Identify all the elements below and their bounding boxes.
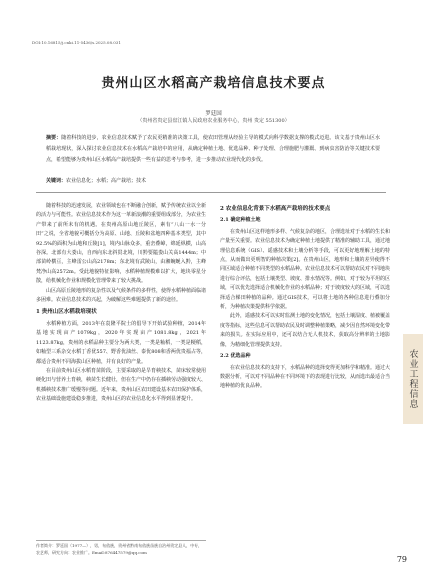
paragraph: 山区高原丘陵地形的复杂性以及气候条件的多样性，使得水稻种植面临诸多困难。农业信息技术的兴起，为破解这些难题提供了新的途径。 xyxy=(36,287,207,304)
abstract-label: 摘要： xyxy=(46,135,62,141)
keywords xyxy=(46,177,380,184)
header-divider xyxy=(36,192,386,193)
paragraph: 随着科技的迅速发展，农业领域也在不断融合创新，赋予传统农业以全新的活力与可能性。农业信息技术作为这一革新浪潮的重要组成部分，为农业生产带来了前所未有的机遇。在贵州高原山地丘陵区，素有“八山一水一分田”之说，全省地貌可概括分为高原、山地、丘陵和盆地四种基本类型，其中92.5%的面积为山地和丘陵[1]，境内山脉众多，重峦叠嶂，绵延纵横，山高谷深。北部有大娄山，自西向东北斜贯北境，川黔要隘娄山关高1444m；中部苗岭横亘，主峰雷公山高2178m；东北境有武陵山，由湘蜿蜒入黔，主峰梵净山高2572m。受此地貌特征影响，水稻种植规模难以扩大，地块零星分散，给机械化作业和规模化管理带来了较大挑战。 xyxy=(36,203,207,285)
article-title: 贵州山区水稻高产栽培信息技术要点 xyxy=(101,76,326,91)
abstract-text: 随着科技的进步，农业信息技术赋予了农民更精准的决策工具，使农田管理从经验主导的模式向科学数据支撑的模式迈进。该文基于贵州山区水稻栽培现状，深入探讨农业信息技术在水稻高产栽培中的应用，从确定种植土地、优选品种、种子处理、合理施肥与灌溉、到病虫害防治等关键技术要点，希望能够为贵州山区水稻高产栽培提供一些有益的思考与参考，进一步推动农业现代化的步伐。 xyxy=(46,135,380,163)
paragraph: 在贵州山区这样地形多样、气候复杂的地区，合理选址对于水稻的生长和产量至关重要。农业信息技术为确定种植土地提供了精准的辅助工具，通过地理信息系统（GIS）、遥感技术和土壤分析等手段，可以更好地理解土地的特点，从而做出更明智的种植决策[2]。在贵州山区，地形和土壤的差异使得不同区域适合种植不同类型的水稻品种。农业信息技术可以帮助农民对不同地块进行综合评估，包括土壤类型、坡度、排水情况等。例如，对于较为平坦的区域，可以优先选择适合机械化作业的水稻品种；对于坡度较大的区域，可以选择适合梯田种植的品种。通过GIS技术，可以将土地的各种信息进行叠加分析，为种植决策提供科学依据。 xyxy=(220,228,391,311)
doi-line: DOI:10.16815/j.cnki.11-5436/s.2025.08.031 xyxy=(32,40,121,45)
page-number: 79 xyxy=(396,555,407,564)
keywords-text: 农业信息化；水稻；高产栽培；技术 xyxy=(66,178,147,184)
side-tab-label: 农业工程信息 xyxy=(407,349,418,409)
right-column xyxy=(220,202,390,392)
left-column xyxy=(36,202,206,405)
paragraph: 在农业信息技术的支持下，水稻品种的选择变得更加科学和精准。通过大数据分析，可以对不同品种在不同环境下的表现进行比较，从而选出最适合当地种植的优良品种。 xyxy=(220,364,391,390)
section-heading: 1 贵州山区水稻栽培现状 xyxy=(36,309,97,316)
author-footnote: 作者简介：罗廷国（1977—），男，布依族，贵州省黔南布依族苗族自治州贵定县人，中专，农艺师，研究方向：农业推广。Email:876447579@qq.com xyxy=(36,540,206,556)
author-name: 罗廷国 xyxy=(205,111,222,117)
subsection-heading: 2.2 优选品种 xyxy=(220,353,251,360)
abstract xyxy=(46,133,380,166)
paragraph: 水稻种植方面，2013年在袁隆平院士的倡导下开始试验种植，2014年基地实现亩产1079kg，2020年实现亩产1081.8kg，2021年1123.87kg，贵州的水稻品种主要分为两大类，一类是籼稻，一类是粳稻，如籼型三系杂交水稻丁香优557、野香优油丝、泰优808和香两优贵福占等，都适合贵州不同海拔山区种植，并有良好的产量。 xyxy=(36,320,206,365)
subsection-heading: 2.1 确定种植土地 xyxy=(220,217,261,224)
section-side-tab xyxy=(403,334,423,424)
paragraph: 在目前贵州山区水稻育苗阶段，主要采取的是旱育秧技术，苗床较常使用硬化田与营养土育秧，秧苗生长健壮，但在生产中仍存在插秧劳动强度较大、机插秧技术推广缓慢等问题。近年来，贵州山区农田建设基本农田保护体系，农业基础设施建设稳步推进，贵州山区的农业信息化水平得到显著提升。 xyxy=(36,367,207,403)
paragraph: 此外，遥感技术可以实时监测土地的变化情况，包括土壤湿度、植被覆盖度等指标，这些信息可以帮助农民及时调整种植策略，减少因自然环境变化带来的损失。在实际应用中，还可以结合无人机技术，获取高分辨率的土地影像，为精细化管理提供支持。 xyxy=(220,313,391,348)
keywords-label: 关键词： xyxy=(46,178,67,184)
author-affiliation: （贵州省贵定县盘江镇人民政府农业服务中心，贵州 贵定 551300） xyxy=(137,118,290,124)
section-heading: 2 农业信息化背景下水稻高产栽培的技术要点 xyxy=(220,206,331,212)
